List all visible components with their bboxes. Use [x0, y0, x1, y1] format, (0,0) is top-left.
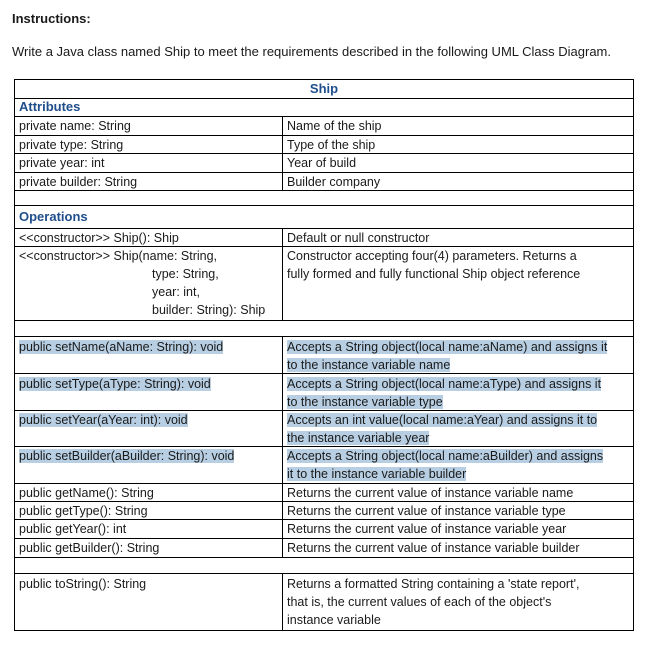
setter-year-sig: public setYear(aYear: int): void [19, 413, 188, 427]
setter-name-desc-line: to the instance variable name [287, 358, 451, 372]
setter-builder-desc-line: it to the instance variable builder [287, 467, 467, 481]
setter-builder-desc-line: Accepts a String object(local name:aBuilder) and assigns [287, 449, 604, 463]
divider [15, 557, 633, 558]
param-constructor-desc-line: Constructor accepting four(4) parameters. Returns a [287, 249, 577, 263]
param-constructor-sig-line: <<constructor>> Ship(name: String, [19, 249, 218, 263]
attribute-type-desc: Type of the ship [287, 138, 376, 152]
divider [15, 573, 633, 574]
getter-builder-desc: Returns the current value of instance variable builder [287, 541, 580, 555]
attribute-year-desc: Year of build [287, 156, 357, 170]
attribute-type-sig: private type: String [19, 138, 124, 152]
getter-type-sig: public getType(): String [19, 504, 148, 518]
intro-text: Write a Java class named Ship to meet the requirements described in the following UML Class Diagram. [12, 44, 611, 59]
column-divider [282, 228, 283, 321]
divider [15, 205, 633, 206]
attribute-name-sig: private name: String [19, 119, 131, 133]
setter-type-desc-line: to the instance variable type [287, 395, 443, 409]
attribute-builder-sig: private builder: String [19, 175, 138, 189]
operations-label: Operations [19, 209, 88, 224]
getter-name-desc: Returns the current value of instance variable name [287, 486, 574, 500]
getter-year-sig: public getYear(): int [19, 522, 127, 536]
class-name: Ship [309, 81, 339, 96]
getter-name-sig: public getName(): String [19, 486, 154, 500]
setter-year-desc-line: the instance variable year [287, 431, 430, 445]
setter-name-sig: public setName(aName: String): void [19, 340, 224, 354]
setter-type-desc-line: Accepts a String object(local name:aType) and assigns it [287, 377, 602, 391]
getter-year-desc: Returns the current value of instance variable year [287, 522, 567, 536]
default-constructor-desc: Default or null constructor [287, 231, 430, 245]
setter-builder-sig: public setBuilder(aBuilder: String): void [19, 449, 235, 463]
divider [15, 373, 633, 374]
tostring-desc-line: that is, the current values of each of the object's [287, 595, 552, 609]
param-constructor-sig-line: builder: String): Ship [152, 303, 266, 317]
divider [15, 190, 633, 191]
tostring-desc-line: Returns a formatted String containing a 'state report', [287, 577, 580, 591]
divider [15, 98, 633, 99]
column-divider [282, 116, 283, 191]
param-constructor-desc-line: fully formed and fully functional Ship object reference [287, 267, 581, 281]
getter-type-desc: Returns the current value of instance variable type [287, 504, 566, 518]
attributes-label: Attributes [19, 99, 81, 114]
uml-class-diagram [14, 79, 634, 631]
attribute-year-sig: private year: int [19, 156, 105, 170]
tostring-sig: public toString(): String [19, 577, 147, 591]
instructions-heading: Instructions: [12, 11, 91, 26]
column-divider [282, 573, 283, 630]
tostring-desc-line: instance variable [287, 613, 381, 627]
attribute-builder-desc: Builder company [287, 175, 381, 189]
divider [15, 336, 633, 337]
setter-name-desc-line: Accepts a String object(local name:aName) and assigns it [287, 340, 608, 354]
getter-builder-sig: public getBuilder(): String [19, 541, 160, 555]
param-constructor-sig-line: type: String, [152, 267, 219, 281]
default-constructor-sig: <<constructor>> Ship(): Ship [19, 231, 179, 245]
attribute-name-desc: Name of the ship [287, 119, 382, 133]
column-divider [282, 336, 283, 558]
setter-type-sig: public setType(aType: String): void [19, 377, 211, 391]
divider [15, 320, 633, 321]
param-constructor-sig-line: year: int, [152, 285, 200, 299]
setter-year-desc-line: Accepts an int value(local name:aYear) and assigns it to [287, 413, 598, 427]
